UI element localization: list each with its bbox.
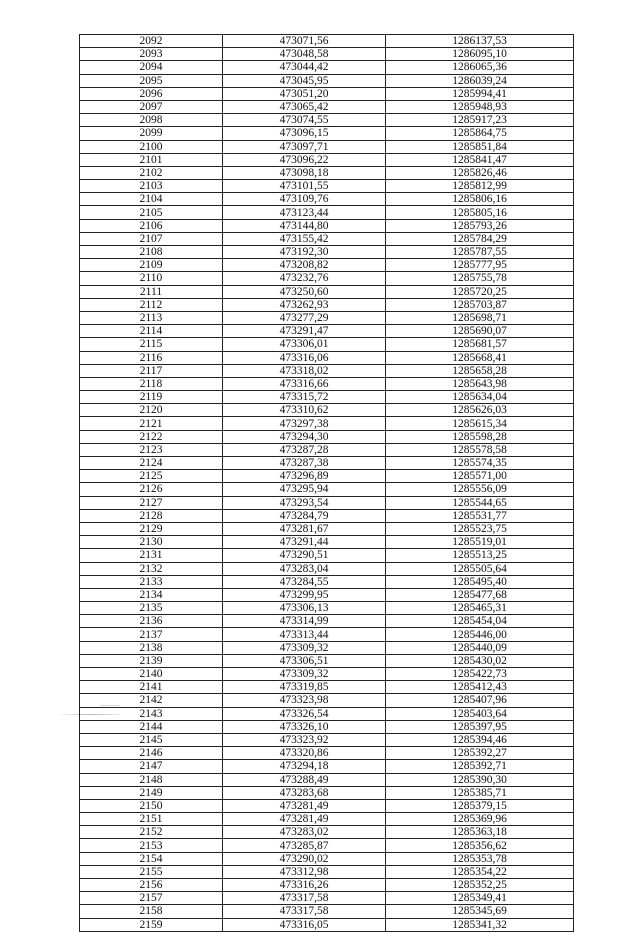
- y-coordinate-cell: 1285755,78: [386, 272, 574, 285]
- y-coordinate-cell: 1285454,04: [386, 615, 574, 628]
- y-coordinate-cell: 1285681,57: [386, 338, 574, 351]
- table-row: [80, 246, 574, 259]
- x-coordinate-cell: 473098,18: [223, 166, 386, 179]
- point-number-cell: 2101: [80, 153, 223, 166]
- table-row: [80, 127, 574, 140]
- y-coordinate-cell: 1285864,75: [386, 127, 574, 140]
- point-number-cell: 2114: [80, 325, 223, 338]
- point-number-cell: 2141: [80, 681, 223, 694]
- x-coordinate-cell: 473323,98: [223, 694, 386, 707]
- y-coordinate-cell: 1285446,00: [386, 628, 574, 641]
- table-row: [80, 206, 574, 219]
- table-row: [80, 443, 574, 456]
- y-coordinate-cell: 1285578,58: [386, 443, 574, 456]
- point-number-cell: 2103: [80, 180, 223, 193]
- y-coordinate-cell: 1285519,01: [386, 536, 574, 549]
- y-coordinate-cell: 1285354,22: [386, 865, 574, 878]
- table-row: [80, 681, 574, 694]
- table-row: [80, 536, 574, 549]
- point-number-cell: 2147: [80, 760, 223, 773]
- table-row: [80, 549, 574, 562]
- point-number-cell: 2113: [80, 311, 223, 324]
- y-coordinate-cell: 1285394,46: [386, 733, 574, 746]
- x-coordinate-cell: 473096,15: [223, 127, 386, 140]
- point-number-cell: 2149: [80, 786, 223, 799]
- y-coordinate-cell: 1285615,34: [386, 417, 574, 430]
- x-coordinate-cell: 473309,32: [223, 641, 386, 654]
- table-row: [80, 694, 574, 707]
- x-coordinate-cell: 473065,42: [223, 100, 386, 113]
- table-row: [80, 747, 574, 760]
- table-row: [80, 760, 574, 773]
- point-number-cell: 2137: [80, 628, 223, 641]
- table-row: [80, 285, 574, 298]
- y-coordinate-cell: 1285917,23: [386, 114, 574, 127]
- table-row: [80, 166, 574, 179]
- point-number-cell: 2092: [80, 35, 223, 48]
- x-coordinate-cell: 473287,38: [223, 457, 386, 470]
- point-number-cell: 2136: [80, 615, 223, 628]
- y-coordinate-cell: 1285643,98: [386, 377, 574, 390]
- y-coordinate-cell: 1285412,43: [386, 681, 574, 694]
- point-number-cell: 2097: [80, 100, 223, 113]
- y-coordinate-cell: 1285948,93: [386, 100, 574, 113]
- point-number-cell: 2129: [80, 522, 223, 535]
- point-number-cell: 2152: [80, 826, 223, 839]
- table-row: [80, 391, 574, 404]
- y-coordinate-cell: 1285523,75: [386, 522, 574, 535]
- y-coordinate-cell: 1285598,28: [386, 430, 574, 443]
- y-coordinate-cell: 1285805,16: [386, 206, 574, 219]
- table-row: [80, 799, 574, 812]
- y-coordinate-cell: 1285349,41: [386, 892, 574, 905]
- y-coordinate-cell: 1285407,96: [386, 694, 574, 707]
- x-coordinate-cell: 473048,58: [223, 48, 386, 61]
- table-row: [80, 140, 574, 153]
- point-number-cell: 2104: [80, 193, 223, 206]
- point-number-cell: 2108: [80, 246, 223, 259]
- table-row: [80, 562, 574, 575]
- x-coordinate-cell: 473316,26: [223, 879, 386, 892]
- y-coordinate-cell: 1285440,09: [386, 641, 574, 654]
- point-number-cell: 2121: [80, 417, 223, 430]
- y-coordinate-cell: 1285495,40: [386, 575, 574, 588]
- table-row: [80, 457, 574, 470]
- point-number-cell: 2157: [80, 892, 223, 905]
- point-number-cell: 2139: [80, 654, 223, 667]
- point-number-cell: 2110: [80, 272, 223, 285]
- y-coordinate-cell: 1285626,03: [386, 404, 574, 417]
- x-coordinate-cell: 473296,89: [223, 470, 386, 483]
- point-number-cell: 2115: [80, 338, 223, 351]
- table-row: [80, 509, 574, 522]
- point-number-cell: 2134: [80, 588, 223, 601]
- x-coordinate-cell: 473288,49: [223, 773, 386, 786]
- y-coordinate-cell: 1286039,24: [386, 74, 574, 87]
- table-row: [80, 114, 574, 127]
- y-coordinate-cell: 1285430,02: [386, 654, 574, 667]
- y-coordinate-cell: 1285668,41: [386, 351, 574, 364]
- x-coordinate-cell: 473074,55: [223, 114, 386, 127]
- table-row: [80, 259, 574, 272]
- point-number-cell: 2112: [80, 298, 223, 311]
- table-row: [80, 654, 574, 667]
- x-coordinate-cell: 473295,94: [223, 483, 386, 496]
- table-row: [80, 707, 574, 720]
- point-number-cell: 2125: [80, 470, 223, 483]
- x-coordinate-cell: 473309,32: [223, 668, 386, 681]
- table-row: [80, 879, 574, 892]
- point-number-cell: 2120: [80, 404, 223, 417]
- x-coordinate-cell: 473250,60: [223, 285, 386, 298]
- x-coordinate-cell: 473281,49: [223, 813, 386, 826]
- y-coordinate-cell: 1285698,71: [386, 311, 574, 324]
- x-coordinate-cell: 473071,56: [223, 35, 386, 48]
- x-coordinate-cell: 473283,02: [223, 826, 386, 839]
- point-number-cell: 2105: [80, 206, 223, 219]
- point-number-cell: 2151: [80, 813, 223, 826]
- point-number-cell: 2133: [80, 575, 223, 588]
- x-coordinate-cell: 473291,44: [223, 536, 386, 549]
- table-row: [80, 100, 574, 113]
- table-row: [80, 628, 574, 641]
- x-coordinate-cell: 473281,67: [223, 522, 386, 535]
- x-coordinate-cell: 473208,82: [223, 259, 386, 272]
- point-number-cell: 2124: [80, 457, 223, 470]
- point-number-cell: 2143: [80, 707, 223, 720]
- x-coordinate-cell: 473326,10: [223, 720, 386, 733]
- table-row: [80, 865, 574, 878]
- y-coordinate-cell: 1285784,29: [386, 232, 574, 245]
- x-coordinate-cell: 473045,95: [223, 74, 386, 87]
- point-number-cell: 2102: [80, 166, 223, 179]
- x-coordinate-cell: 473316,05: [223, 918, 386, 931]
- table-row: [80, 720, 574, 733]
- x-coordinate-cell: 473315,72: [223, 391, 386, 404]
- x-coordinate-cell: 473123,44: [223, 206, 386, 219]
- point-number-cell: 2107: [80, 232, 223, 245]
- point-number-cell: 2118: [80, 377, 223, 390]
- table-row: [80, 668, 574, 681]
- point-number-cell: 2119: [80, 391, 223, 404]
- point-number-cell: 2131: [80, 549, 223, 562]
- x-coordinate-cell: 473294,18: [223, 760, 386, 773]
- x-coordinate-cell: 473281,49: [223, 799, 386, 812]
- table-row: [80, 773, 574, 786]
- table-row: [80, 61, 574, 74]
- point-number-cell: 2095: [80, 74, 223, 87]
- y-coordinate-cell: 1285703,87: [386, 298, 574, 311]
- table-row: [80, 153, 574, 166]
- table-row: [80, 311, 574, 324]
- table-row: [80, 852, 574, 865]
- x-coordinate-cell: 473316,66: [223, 377, 386, 390]
- x-coordinate-cell: 473293,54: [223, 496, 386, 509]
- y-coordinate-cell: 1285477,68: [386, 588, 574, 601]
- y-coordinate-cell: 1286137,53: [386, 35, 574, 48]
- table-row: [80, 786, 574, 799]
- table-row: [80, 364, 574, 377]
- point-number-cell: 2098: [80, 114, 223, 127]
- table-row: [80, 602, 574, 615]
- y-coordinate-cell: 1285531,77: [386, 509, 574, 522]
- x-coordinate-cell: 473290,51: [223, 549, 386, 562]
- point-number-cell: 2135: [80, 602, 223, 615]
- table-row: [80, 641, 574, 654]
- point-number-cell: 2109: [80, 259, 223, 272]
- y-coordinate-cell: 1286095,10: [386, 48, 574, 61]
- y-coordinate-cell: 1285777,95: [386, 259, 574, 272]
- point-number-cell: 2138: [80, 641, 223, 654]
- x-coordinate-cell: 473284,79: [223, 509, 386, 522]
- y-coordinate-cell: 1285341,32: [386, 918, 574, 931]
- point-number-cell: 2128: [80, 509, 223, 522]
- y-coordinate-cell: 1285994,41: [386, 87, 574, 100]
- point-number-cell: 2122: [80, 430, 223, 443]
- point-number-cell: 2153: [80, 839, 223, 852]
- y-coordinate-cell: 1285392,71: [386, 760, 574, 773]
- coordinates-table-body: [80, 35, 574, 932]
- x-coordinate-cell: 473306,01: [223, 338, 386, 351]
- point-number-cell: 2094: [80, 61, 223, 74]
- y-coordinate-cell: 1285812,99: [386, 180, 574, 193]
- y-coordinate-cell: 1285556,09: [386, 483, 574, 496]
- x-coordinate-cell: 473290,02: [223, 852, 386, 865]
- point-number-cell: 2159: [80, 918, 223, 931]
- table-row: [80, 483, 574, 496]
- y-coordinate-cell: 1286065,36: [386, 61, 574, 74]
- y-coordinate-cell: 1285658,28: [386, 364, 574, 377]
- table-row: [80, 733, 574, 746]
- point-number-cell: 2132: [80, 562, 223, 575]
- coordinates-table: [79, 34, 574, 932]
- point-number-cell: 2123: [80, 443, 223, 456]
- table-row: [80, 351, 574, 364]
- table-row: [80, 813, 574, 826]
- table-row: [80, 325, 574, 338]
- x-coordinate-cell: 473312,98: [223, 865, 386, 878]
- x-coordinate-cell: 473314,99: [223, 615, 386, 628]
- x-coordinate-cell: 473316,06: [223, 351, 386, 364]
- point-number-cell: 2106: [80, 219, 223, 232]
- table-row: [80, 35, 574, 48]
- x-coordinate-cell: 473232,76: [223, 272, 386, 285]
- y-coordinate-cell: 1285390,30: [386, 773, 574, 786]
- y-coordinate-cell: 1285345,69: [386, 905, 574, 918]
- table-row: [80, 87, 574, 100]
- y-coordinate-cell: 1285363,18: [386, 826, 574, 839]
- table-row: [80, 470, 574, 483]
- table-row: [80, 430, 574, 443]
- table-row: [80, 615, 574, 628]
- y-coordinate-cell: 1285353,78: [386, 852, 574, 865]
- x-coordinate-cell: 473287,28: [223, 443, 386, 456]
- y-coordinate-cell: 1285385,71: [386, 786, 574, 799]
- y-coordinate-cell: 1285505,64: [386, 562, 574, 575]
- table-row: [80, 298, 574, 311]
- y-coordinate-cell: 1285634,04: [386, 391, 574, 404]
- point-number-cell: 2117: [80, 364, 223, 377]
- table-row: [80, 839, 574, 852]
- table-row: [80, 892, 574, 905]
- table-row: [80, 180, 574, 193]
- table-row: [80, 905, 574, 918]
- table-row: [80, 377, 574, 390]
- x-coordinate-cell: 473317,58: [223, 892, 386, 905]
- x-coordinate-cell: 473297,38: [223, 417, 386, 430]
- x-coordinate-cell: 473299,95: [223, 588, 386, 601]
- table-row: [80, 826, 574, 839]
- x-coordinate-cell: 473097,71: [223, 140, 386, 153]
- y-coordinate-cell: 1285851,84: [386, 140, 574, 153]
- y-coordinate-cell: 1285379,15: [386, 799, 574, 812]
- point-number-cell: 2140: [80, 668, 223, 681]
- table-row: [80, 522, 574, 535]
- x-coordinate-cell: 473306,51: [223, 654, 386, 667]
- point-number-cell: 2126: [80, 483, 223, 496]
- table-row: [80, 48, 574, 61]
- y-coordinate-cell: 1285574,35: [386, 457, 574, 470]
- x-coordinate-cell: 473144,80: [223, 219, 386, 232]
- point-number-cell: 2156: [80, 879, 223, 892]
- x-coordinate-cell: 473284,55: [223, 575, 386, 588]
- y-coordinate-cell: 1285841,47: [386, 153, 574, 166]
- y-coordinate-cell: 1285690,07: [386, 325, 574, 338]
- point-number-cell: 2158: [80, 905, 223, 918]
- point-number-cell: 2127: [80, 496, 223, 509]
- x-coordinate-cell: 473283,68: [223, 786, 386, 799]
- x-coordinate-cell: 473291,47: [223, 325, 386, 338]
- point-number-cell: 2142: [80, 694, 223, 707]
- y-coordinate-cell: 1285422,73: [386, 668, 574, 681]
- table-row: [80, 588, 574, 601]
- x-coordinate-cell: 473310,62: [223, 404, 386, 417]
- x-coordinate-cell: 473318,02: [223, 364, 386, 377]
- x-coordinate-cell: 473109,76: [223, 193, 386, 206]
- y-coordinate-cell: 1285571,00: [386, 470, 574, 483]
- table-row: [80, 219, 574, 232]
- y-coordinate-cell: 1285513,25: [386, 549, 574, 562]
- point-number-cell: 2146: [80, 747, 223, 760]
- x-coordinate-cell: 473320,86: [223, 747, 386, 760]
- point-number-cell: 2155: [80, 865, 223, 878]
- point-number-cell: 2154: [80, 852, 223, 865]
- y-coordinate-cell: 1285787,55: [386, 246, 574, 259]
- y-coordinate-cell: 1285352,25: [386, 879, 574, 892]
- table-row: [80, 496, 574, 509]
- x-coordinate-cell: 473294,30: [223, 430, 386, 443]
- x-coordinate-cell: 473277,29: [223, 311, 386, 324]
- y-coordinate-cell: 1285403,64: [386, 707, 574, 720]
- y-coordinate-cell: 1285392,27: [386, 747, 574, 760]
- table-row: [80, 272, 574, 285]
- x-coordinate-cell: 473285,87: [223, 839, 386, 852]
- x-coordinate-cell: 473319,85: [223, 681, 386, 694]
- x-coordinate-cell: 473155,42: [223, 232, 386, 245]
- table-row: [80, 338, 574, 351]
- x-coordinate-cell: 473283,04: [223, 562, 386, 575]
- table-row: [80, 918, 574, 931]
- point-number-cell: 2145: [80, 733, 223, 746]
- x-coordinate-cell: 473317,58: [223, 905, 386, 918]
- y-coordinate-cell: 1285465,31: [386, 602, 574, 615]
- y-coordinate-cell: 1285369,96: [386, 813, 574, 826]
- y-coordinate-cell: 1285544,65: [386, 496, 574, 509]
- point-number-cell: 2148: [80, 773, 223, 786]
- x-coordinate-cell: 473323,92: [223, 733, 386, 746]
- x-coordinate-cell: 473101,55: [223, 180, 386, 193]
- table-row: [80, 417, 574, 430]
- point-number-cell: 2144: [80, 720, 223, 733]
- point-number-cell: 2093: [80, 48, 223, 61]
- y-coordinate-cell: 1285356,62: [386, 839, 574, 852]
- table-row: [80, 232, 574, 245]
- y-coordinate-cell: 1285806,16: [386, 193, 574, 206]
- x-coordinate-cell: 473306,13: [223, 602, 386, 615]
- y-coordinate-cell: 1285397,95: [386, 720, 574, 733]
- x-coordinate-cell: 473096,22: [223, 153, 386, 166]
- x-coordinate-cell: 473262,93: [223, 298, 386, 311]
- point-number-cell: 2150: [80, 799, 223, 812]
- x-coordinate-cell: 473192,30: [223, 246, 386, 259]
- table-row: [80, 193, 574, 206]
- point-number-cell: 2111: [80, 285, 223, 298]
- point-number-cell: 2096: [80, 87, 223, 100]
- y-coordinate-cell: 1285720,25: [386, 285, 574, 298]
- x-coordinate-cell: 473326,54: [223, 707, 386, 720]
- x-coordinate-cell: 473313,44: [223, 628, 386, 641]
- point-number-cell: 2116: [80, 351, 223, 364]
- table-row: [80, 74, 574, 87]
- table-row: [80, 575, 574, 588]
- x-coordinate-cell: 473051,20: [223, 87, 386, 100]
- point-number-cell: 2130: [80, 536, 223, 549]
- point-number-cell: 2099: [80, 127, 223, 140]
- x-coordinate-cell: 473044,42: [223, 61, 386, 74]
- table-row: [80, 404, 574, 417]
- y-coordinate-cell: 1285793,26: [386, 219, 574, 232]
- point-number-cell: 2100: [80, 140, 223, 153]
- y-coordinate-cell: 1285826,46: [386, 166, 574, 179]
